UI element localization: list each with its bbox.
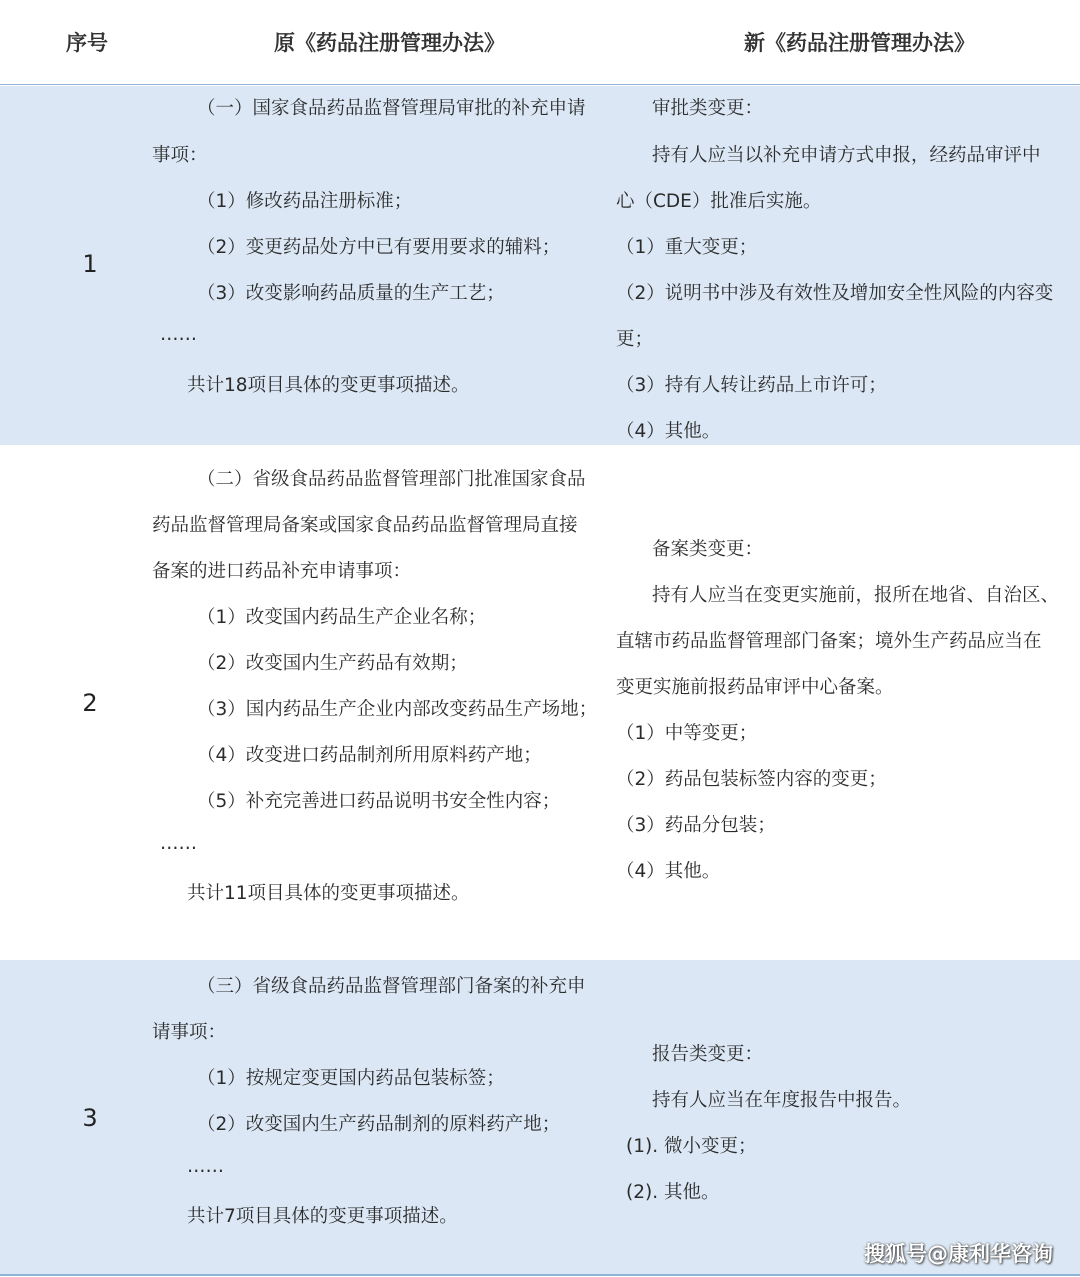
old-text-line: （二）省级食品药品监督管理部门批准国家食品 xyxy=(197,469,586,490)
new-text-line: 更； xyxy=(616,329,654,350)
old-text-line: 事项： xyxy=(152,145,208,166)
new-text-line: 持有人应当以补充申请方式申报，经药品审评中 xyxy=(652,145,1041,166)
row-number: 1 xyxy=(82,250,98,278)
new-text-line: 备案类变更： xyxy=(652,539,764,560)
row-number: 3 xyxy=(82,1104,98,1132)
new-text-line: （3）药品分包装； xyxy=(616,815,776,836)
old-text-line: （5）补充完善进口药品说明书安全性内容； xyxy=(197,791,561,812)
header-old-regulation: 原《药品注册管理办法》 xyxy=(274,31,505,55)
new-text-line: 报告类变更： xyxy=(652,1044,764,1065)
old-text-line: 共计18项目具体的变更事项描述。 xyxy=(187,375,470,396)
watermark: 搜狐号@康利华咨询 xyxy=(864,1242,1053,1266)
old-text-line: （3）国内药品生产企业内部改变药品生产场地； xyxy=(197,699,598,720)
new-text-line: （2）药品包装标签内容的变更； xyxy=(616,769,887,790)
new-text-line: （4）其他。 xyxy=(616,861,721,882)
new-text-line: （3）持有人转让药品上市许可； xyxy=(616,375,887,396)
new-text-line: 心（CDE）批准后实施。 xyxy=(616,191,822,212)
old-text-line: 备案的进口药品补充申请事项： xyxy=(152,561,412,582)
old-text-line: （一）国家食品药品监督管理局审批的补充申请 xyxy=(197,98,586,119)
old-text-line: …… xyxy=(160,833,197,854)
old-text-line: （三）省级食品药品监督管理部门备案的补充申 xyxy=(197,976,586,997)
old-text-line: （2）改变国内生产药品有效期； xyxy=(197,653,468,674)
table-header xyxy=(0,0,1080,85)
old-text-line: （1）按规定变更国内药品包装标签； xyxy=(197,1068,505,1089)
old-text-line: （2）改变国内生产药品制剂的原料药产地； xyxy=(197,1114,561,1135)
old-text-line: （4）改变进口药品制剂所用原料药产地； xyxy=(197,745,542,766)
old-text-line: （3）改变影响药品质量的生产工艺； xyxy=(197,283,505,304)
new-text-line: 变更实施前报药品审评中心备案。 xyxy=(616,677,894,698)
new-text-line: 审批类变更： xyxy=(652,98,764,119)
old-text-line: （1）修改药品注册标准； xyxy=(197,191,413,212)
old-text-line: …… xyxy=(187,1156,224,1177)
table-bottom-border xyxy=(0,1274,1080,1276)
old-text-line: 共计11项目具体的变更事项描述。 xyxy=(187,883,470,904)
new-text-line: 直辖市药品监督管理部门备案；境外生产药品应当在 xyxy=(616,631,1042,652)
new-text-line: 持有人应当在年度报告中报告。 xyxy=(652,1090,912,1111)
new-text-line: （1）重大变更； xyxy=(616,237,758,258)
new-text-line: （4）其他。 xyxy=(616,421,721,442)
header-index: 序号 xyxy=(66,31,108,55)
new-text-line: （2）说明书中涉及有效性及增加安全性风险的内容变 xyxy=(616,283,1054,304)
old-text-line: 共计7项目具体的变更事项描述。 xyxy=(187,1206,458,1227)
new-text-line: 持有人应当在变更实施前，报所在地省、自治区、 xyxy=(652,585,1060,606)
old-text-line: （1）改变国内药品生产企业名称； xyxy=(197,607,487,628)
table-row xyxy=(0,960,1080,1274)
table-row xyxy=(0,445,1080,960)
table-row xyxy=(0,86,1080,445)
header-new-regulation: 新《药品注册管理办法》 xyxy=(744,31,975,55)
old-text-line: …… xyxy=(160,324,197,345)
new-text-line: (2). 其他。 xyxy=(626,1182,720,1203)
new-text-line: (1). 微小变更； xyxy=(626,1136,757,1157)
old-text-line: （2）变更药品处方中已有要用要求的辅料； xyxy=(197,237,561,258)
old-text-line: 请事项： xyxy=(152,1022,227,1043)
row-number: 2 xyxy=(82,689,98,717)
new-text-line: （1）中等变更； xyxy=(616,723,758,744)
old-text-line: 药品监督管理局备案或国家食品药品监督管理局直接 xyxy=(152,515,578,536)
